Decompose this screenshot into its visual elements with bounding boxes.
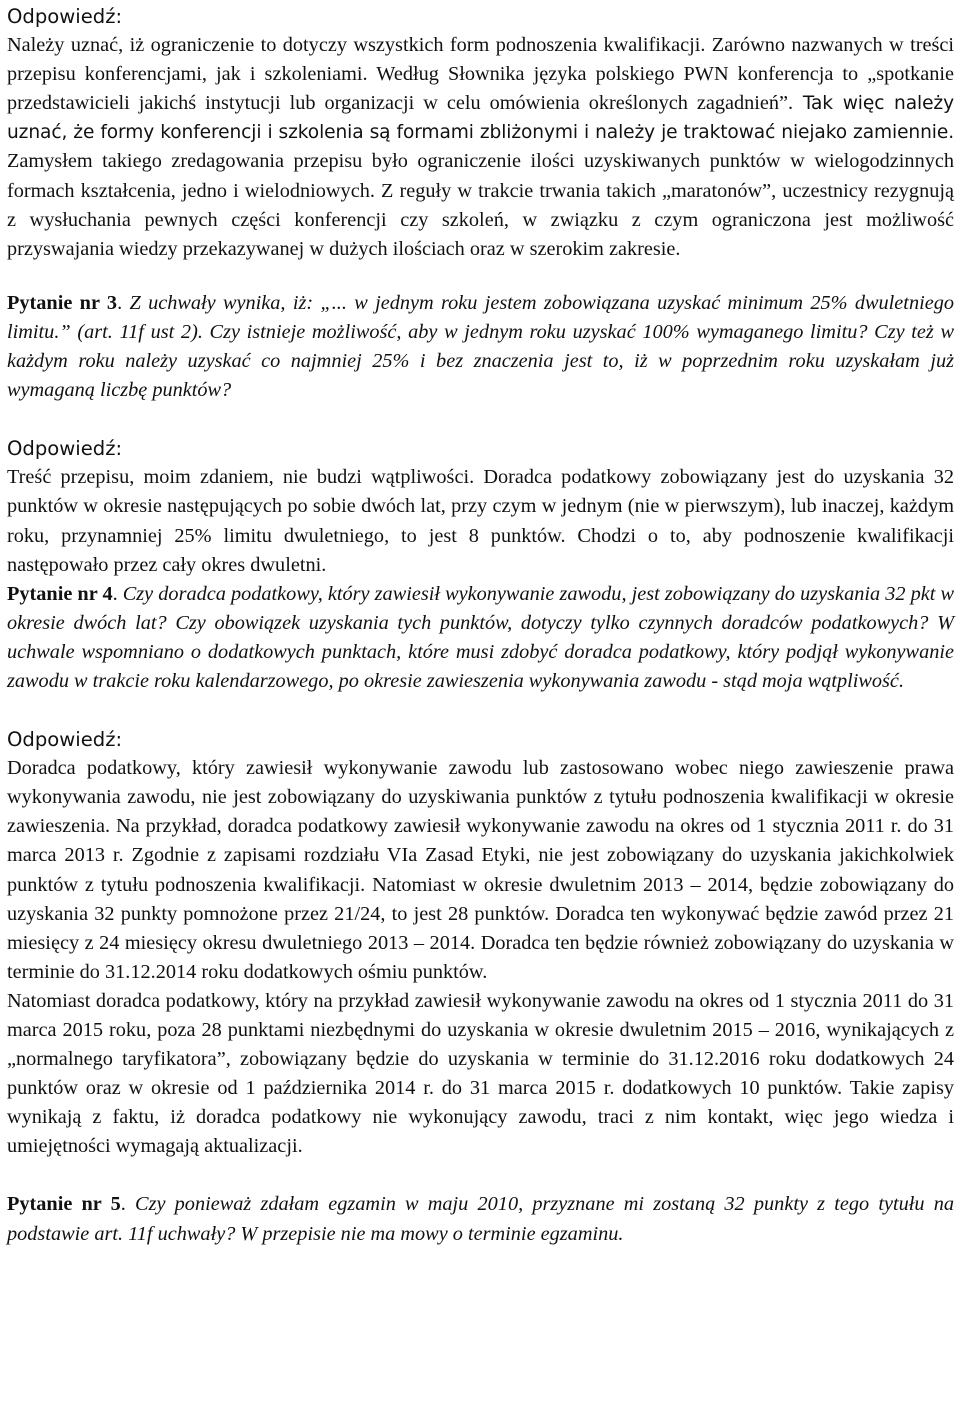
answer-paragraph: Treść przepisu, moim zdaniem, nie budzi wątpliwości. Doradca podatkowy zobowiązany jest do uzyskania 32 punktów w okresie następujących po sobie dwóch lat, przy czym w jednym (nie w pierwszym), lub inaczej, każdym roku, przynamniej 25% limitu dwuletniego, to jest 8 punktów. Chodzi o to, aby podnoszenie kwalifikacji następowało przez cały okres dwuletni. bbox=[7, 466, 954, 576]
question-separator: . bbox=[112, 582, 123, 605]
spacer bbox=[7, 264, 954, 289]
question-paragraph bbox=[7, 289, 954, 405]
question-label: Pytanie nr 4 bbox=[7, 582, 113, 605]
spacer bbox=[7, 696, 954, 725]
answer-text-sans: Tak więc należy uznać, że formy konferencji i szkolenia są formami zbliżonymi i należy je traktować niejako zamiennie. bbox=[7, 93, 954, 144]
question-paragraph bbox=[7, 1190, 954, 1248]
answer-heading: Odpowiedź: bbox=[7, 728, 123, 752]
question-label: Pytanie nr 3 bbox=[7, 291, 118, 314]
question-separator: . bbox=[120, 1193, 136, 1216]
answer-heading: Odpowiedź: bbox=[7, 5, 123, 28]
answer-paragraph bbox=[7, 31, 954, 264]
answer-paragraph: Doradca podatkowy, który zawiesił wykonywanie zawodu lub zastosowano wobec niego zawieszenie prawa wykonywania zawodu, nie jest zobowiązany do uzyskiwania punktów z tytułu podnoszenia kwalifikacji w okresie zawieszenia. Na przykład, doradca podatkowy zawiesił wykonywanie zawodu na okres od 1 stycznia 2011 r. do 31 marca 2013 r. Zgodnie z zapisami rozdziału VIa Zasad Etyki, nie jest zobowiązany do uzyskania jakichkolwiek punktów z tytułu podnoszenia kwalifikacji. Natomiast w okresie dwuletnim 2013 – 2014, będzie zobowiązany do uzyskania 32 punkty pomnożone przez 21/24, to jest 28 punktów. Doradca ten wykonywać będzie zawód przez 21 miesięcy z 24 miesięcy okresu dwuletniego 2013 – 2014. Doradca ten będzie również zobowiązany do uzyskania w terminie do 31.12.2014 roku dodatkowych ośmiu punktów. bbox=[7, 757, 954, 983]
spacer bbox=[7, 405, 954, 434]
spacer bbox=[7, 1161, 954, 1190]
question-text: Czy doradca podatkowy, który zawiesił wykonywanie zawodu, jest zobowiązany do uzyskania 32 pkt w okresie dwóch lat? Czy obowiązek uzyskania tych punktów, dotyczy tylko czynnych doradców podatkowych? W uchwale wspomniano o dodatkowych punktach, które musi zdobyć doradca podatkowy, który podjął wykonywanie zawodu w trakcie roku kalendarzowego, po okresie zawieszenia wykonywania zawodu - stąd moja wątpliwość. bbox=[7, 582, 954, 692]
question-paragraph bbox=[7, 580, 954, 696]
question-separator: . bbox=[117, 291, 130, 314]
question-label: Pytanie nr 5 bbox=[7, 1193, 121, 1216]
answer-heading: Odpowiedź: bbox=[7, 437, 123, 461]
answer-text-serif: Zamysłem takiego zredagowania przepisu było ograniczenie ilości uzyskiwanych punktów w wielogodzinnych formach kształcenia, jedno i wielodniowych. Z reguły w trakcie trwania takich „maratonów”, uczestnicy rezygnują z wysłuchania pewnych części konferencji czy szkoleń, w związku z czym ograniczona jest możliwość przyswajania wiedzy przekazywanej w dużych ilościach oraz w szerokim zakresie. bbox=[7, 150, 954, 260]
answer-paragraph: Natomiast doradca podatkowy, który na przykład zawiesił wykonywanie zawodu na okres od 1 stycznia 2011 do 31 marca 2015 roku, poza 28 punktami niezbędnymi do uzyskania w okresie dwuletnim 2015 – 2016, wynikających z „normalnego taryfikatora”, zobowiązany będzie do uzyskania w terminie do 31.12.2016 roku dodatkowych 24 punktów oraz w okresie od 1 października 2014 r. do 31 marca 2015 r. dodatkowych 10 punktów. Takie zapisy wynikają z faktu, iż doradca podatkowy nie wykonujący zawodu, traci z nim kontakt, więc jego wiedza i umiejętności wymagają aktualizacji. bbox=[7, 989, 954, 1158]
question-text: Czy ponieważ zdałam egzamin w maju 2010, przyznane mi zostaną 32 punkty z tego tytułu na podstawie art. 11f uchwały? W przepisie nie ma mowy o terminie egzaminu. bbox=[7, 1193, 954, 1245]
answer-text-serif: Należy uznać, iż ograniczenie to dotyczy wszystkich form podnoszenia kwalifikacji. Zarówno nazwanych w treści przepisu konferencjami, jak i szkoleniami. Według Słownika języka polskiego PWN konferencja to „spotkanie przedstawicieli jakichś instytucji lub organizacji w celu omówienia określonych zagadnień”. bbox=[7, 34, 954, 115]
question-text: Z uchwały wynika, iż: „... w jednym roku jestem zobowiązana uzyskać minimum 25% dwuletniego limitu.” (art. 11f ust 2). Czy istnieje możliwość, aby w jednym roku uzyskać 100% wymaganego limitu? Czy też w każdym roku należy uzyskać co najmniej 25% i bez znaczenia jest to, iż w poprzednim roku uzyskałam już wymaganą liczbę punktów? bbox=[7, 291, 955, 402]
